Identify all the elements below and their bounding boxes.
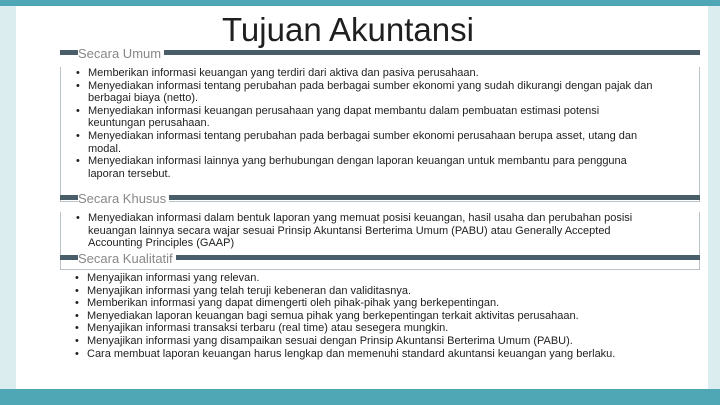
left-decorative-bar bbox=[0, 6, 16, 389]
list-item: • Menyajikan informasi yang relevan. bbox=[75, 272, 700, 285]
list-item: • Menyediakan informasi keuangan perusahaan yang dapat membantu dalam pembuatan estimasi potensi keuntungan perusahaan. bbox=[76, 105, 699, 130]
list-item: • Menyajikan informasi transaksi terbaru (real time) atau sesegera mungkin. bbox=[75, 322, 700, 335]
list-item: • Menyediakan informasi dalam bentuk laporan yang memuat posisi keuangan, hasil usaha dan perubahan posisi keuangan lainnya secara wajar sesuai Prinsip Akuntansi Berterima Umum (PABU) atau Generally Accepted Accounting Principles (GAAP) bbox=[76, 212, 699, 250]
section-header-label: Secara Khusus bbox=[78, 192, 169, 206]
list-item: • Menyediakan informasi tentang perubahan pada berbagai sumber ekonomi yang sudah dikurangi dengan pajak dan berbagai biaya (netto). bbox=[76, 80, 699, 105]
list-item: • Memberikan informasi yang dapat dimengerti oleh pihak-pihak yang berkepentingan. bbox=[75, 297, 700, 310]
list-item: • Memberikan informasi keuangan yang terdiri dari aktiva dan pasiva perusahaan. bbox=[76, 67, 699, 80]
top-accent-stripe bbox=[0, 0, 720, 6]
section-content-box bbox=[60, 67, 700, 202]
bullet-list bbox=[60, 272, 700, 360]
section-header-bar bbox=[60, 46, 700, 67]
section-secara-umum bbox=[60, 46, 700, 202]
section-header-bar bbox=[60, 251, 700, 272]
list-item: • Menyediakan informasi lainnya yang berhubungan dengan laporan keuangan untuk membantu para pengguna laporan tersebut. bbox=[76, 155, 699, 180]
list-item: • Menyajikan informasi yang telah teruji kebeneran dan validitasnya. bbox=[75, 285, 700, 298]
bottom-accent-bar bbox=[0, 389, 720, 405]
list-item: • Cara membuat laporan keuangan harus lengkap dan memenuhi standard akuntansi keuangan yang berlaku. bbox=[75, 348, 700, 361]
list-item: • Menyediakan laporan keuangan bagi semua pihak yang berkepentingan terkait aktivitas perusahaan. bbox=[75, 310, 700, 323]
section-header-label: Secara Umum bbox=[78, 47, 164, 61]
section-header-label: Secara Kualitatif bbox=[78, 252, 176, 266]
list-item: • Menyajikan informasi yang disampaikan sesuai dengan Prinsip Akuntansi Berterima Umum (PABU). bbox=[75, 335, 700, 348]
section-header-bar bbox=[60, 191, 700, 212]
list-item: • Menyediakan informasi tentang perubahan pada berbagai sumber ekonomi perusahaan berupa asset, utang dan modal. bbox=[76, 130, 699, 155]
bullet-list bbox=[61, 212, 699, 250]
bullet-list bbox=[61, 67, 699, 180]
right-decorative-bar bbox=[708, 6, 720, 389]
slide-title: Tujuan Akuntansi bbox=[222, 11, 474, 48]
section-secara-kualitatif bbox=[60, 251, 700, 360]
